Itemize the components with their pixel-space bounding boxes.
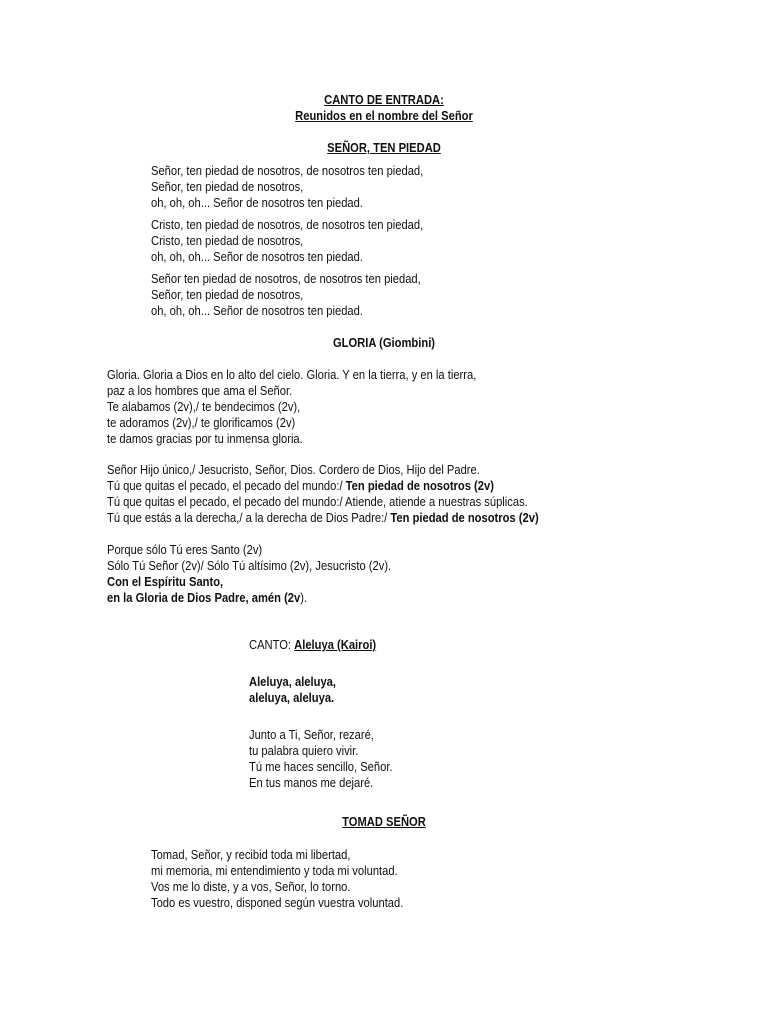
senor-ten-piedad-title: SEÑOR, TEN PIEDAD: [327, 140, 441, 155]
senor-line: oh, oh, oh... Señor de nosotros ten piedad.: [151, 249, 363, 264]
gloria-line: Sólo Tú Señor (2v)/ Sólo Tú altísimo (2v), Jesucristo (2v).: [107, 558, 392, 573]
aleluya-verse-line: En tus manos me dejaré.: [249, 775, 374, 790]
gloria-bold-text: en la Gloria de Dios Padre, amén (2v: [107, 590, 301, 605]
gloria-title: GLORIA (Giombini): [332, 335, 436, 350]
aleluya-verse-line: Junto a Ti, Señor, rezaré,: [249, 727, 374, 742]
senor-line: oh, oh, oh... Señor de nosotros ten piedad.: [151, 303, 363, 318]
gloria-line: Señor Hijo único,/ Jesucristo, Señor, Dios. Cordero de Dios, Hijo del Padre.: [107, 462, 480, 477]
senor-line: Señor, ten piedad de nosotros, de nosotros ten piedad,: [151, 163, 424, 178]
tomad-line: Todo es vuestro, disponed según vuestra voluntad.: [151, 895, 404, 910]
canto-entrada-title: Reunidos en el nombre del Señor: [295, 108, 473, 123]
senor-line: Señor, ten piedad de nosotros,: [151, 287, 304, 302]
gloria-line: Tú que quitas el pecado, el pecado del mundo:/ Atiende, atiende a nuestras súplicas.: [107, 494, 528, 509]
senor-line: Señor ten piedad de nosotros, de nosotros ten piedad,: [151, 271, 421, 286]
gloria-line: Porque sólo Tú eres Santo (2v): [107, 542, 263, 557]
tomad-line: Vos me lo diste, y a vos, Señor, lo torno.: [151, 879, 351, 894]
canto-entrada-label: CANTO DE ENTRADA:: [324, 92, 444, 107]
aleluya-verse-line: Tú me haces sencillo, Señor.: [249, 759, 393, 774]
gloria-text: ).: [300, 590, 308, 605]
aleluya-refrain-line: Aleluya, aleluya,: [249, 674, 337, 689]
tomad-senor-title: TOMAD SEÑOR: [342, 814, 426, 829]
aleluya-label: CANTO:: [249, 637, 295, 652]
gloria-line: te damos gracias por tu inmensa gloria.: [107, 431, 303, 446]
gloria-line: [107, 510, 539, 526]
gloria-line: Te alabamos (2v),/ te bendecimos (2v),: [107, 399, 301, 414]
gloria-line: Con el Espíritu Santo,: [107, 574, 224, 589]
senor-line: Señor, ten piedad de nosotros,: [151, 179, 304, 194]
aleluya-heading: [249, 637, 376, 653]
gloria-line: Gloria. Gloria a Dios en lo alto del cielo. Gloria. Y en la tierra, y en la tierra,: [107, 367, 477, 382]
tomad-line: Tomad, Señor, y recibid toda mi libertad,: [151, 847, 351, 862]
gloria-text: Tú que estás a la derecha,/ a la derecha de Dios Padre:/: [107, 510, 391, 525]
tomad-line: mi memoria, mi entendimiento y toda mi voluntad.: [151, 863, 398, 878]
senor-line: Cristo, ten piedad de nosotros, de nosotros ten piedad,: [151, 217, 424, 232]
gloria-line: te adoramos (2v),/ te glorificamos (2v): [107, 415, 296, 430]
aleluya-title: Aleluya (Kairoi): [294, 637, 377, 652]
gloria-line: paz a los hombres que ama el Señor.: [107, 383, 293, 398]
gloria-bold-text: Ten piedad de nosotros (2v): [345, 478, 494, 493]
aleluya-refrain-line: aleluya, aleluya.: [249, 690, 335, 705]
senor-line: Cristo, ten piedad de nosotros,: [151, 233, 304, 248]
gloria-bold-text: Ten piedad de nosotros (2v): [390, 510, 539, 525]
gloria-line: [107, 590, 307, 606]
aleluya-verse-line: tu palabra quiero vivir.: [249, 743, 359, 758]
gloria-text: Tú que quitas el pecado, el pecado del mundo:/: [107, 478, 346, 493]
gloria-line: [107, 478, 494, 494]
senor-line: oh, oh, oh... Señor de nosotros ten piedad.: [151, 195, 363, 210]
